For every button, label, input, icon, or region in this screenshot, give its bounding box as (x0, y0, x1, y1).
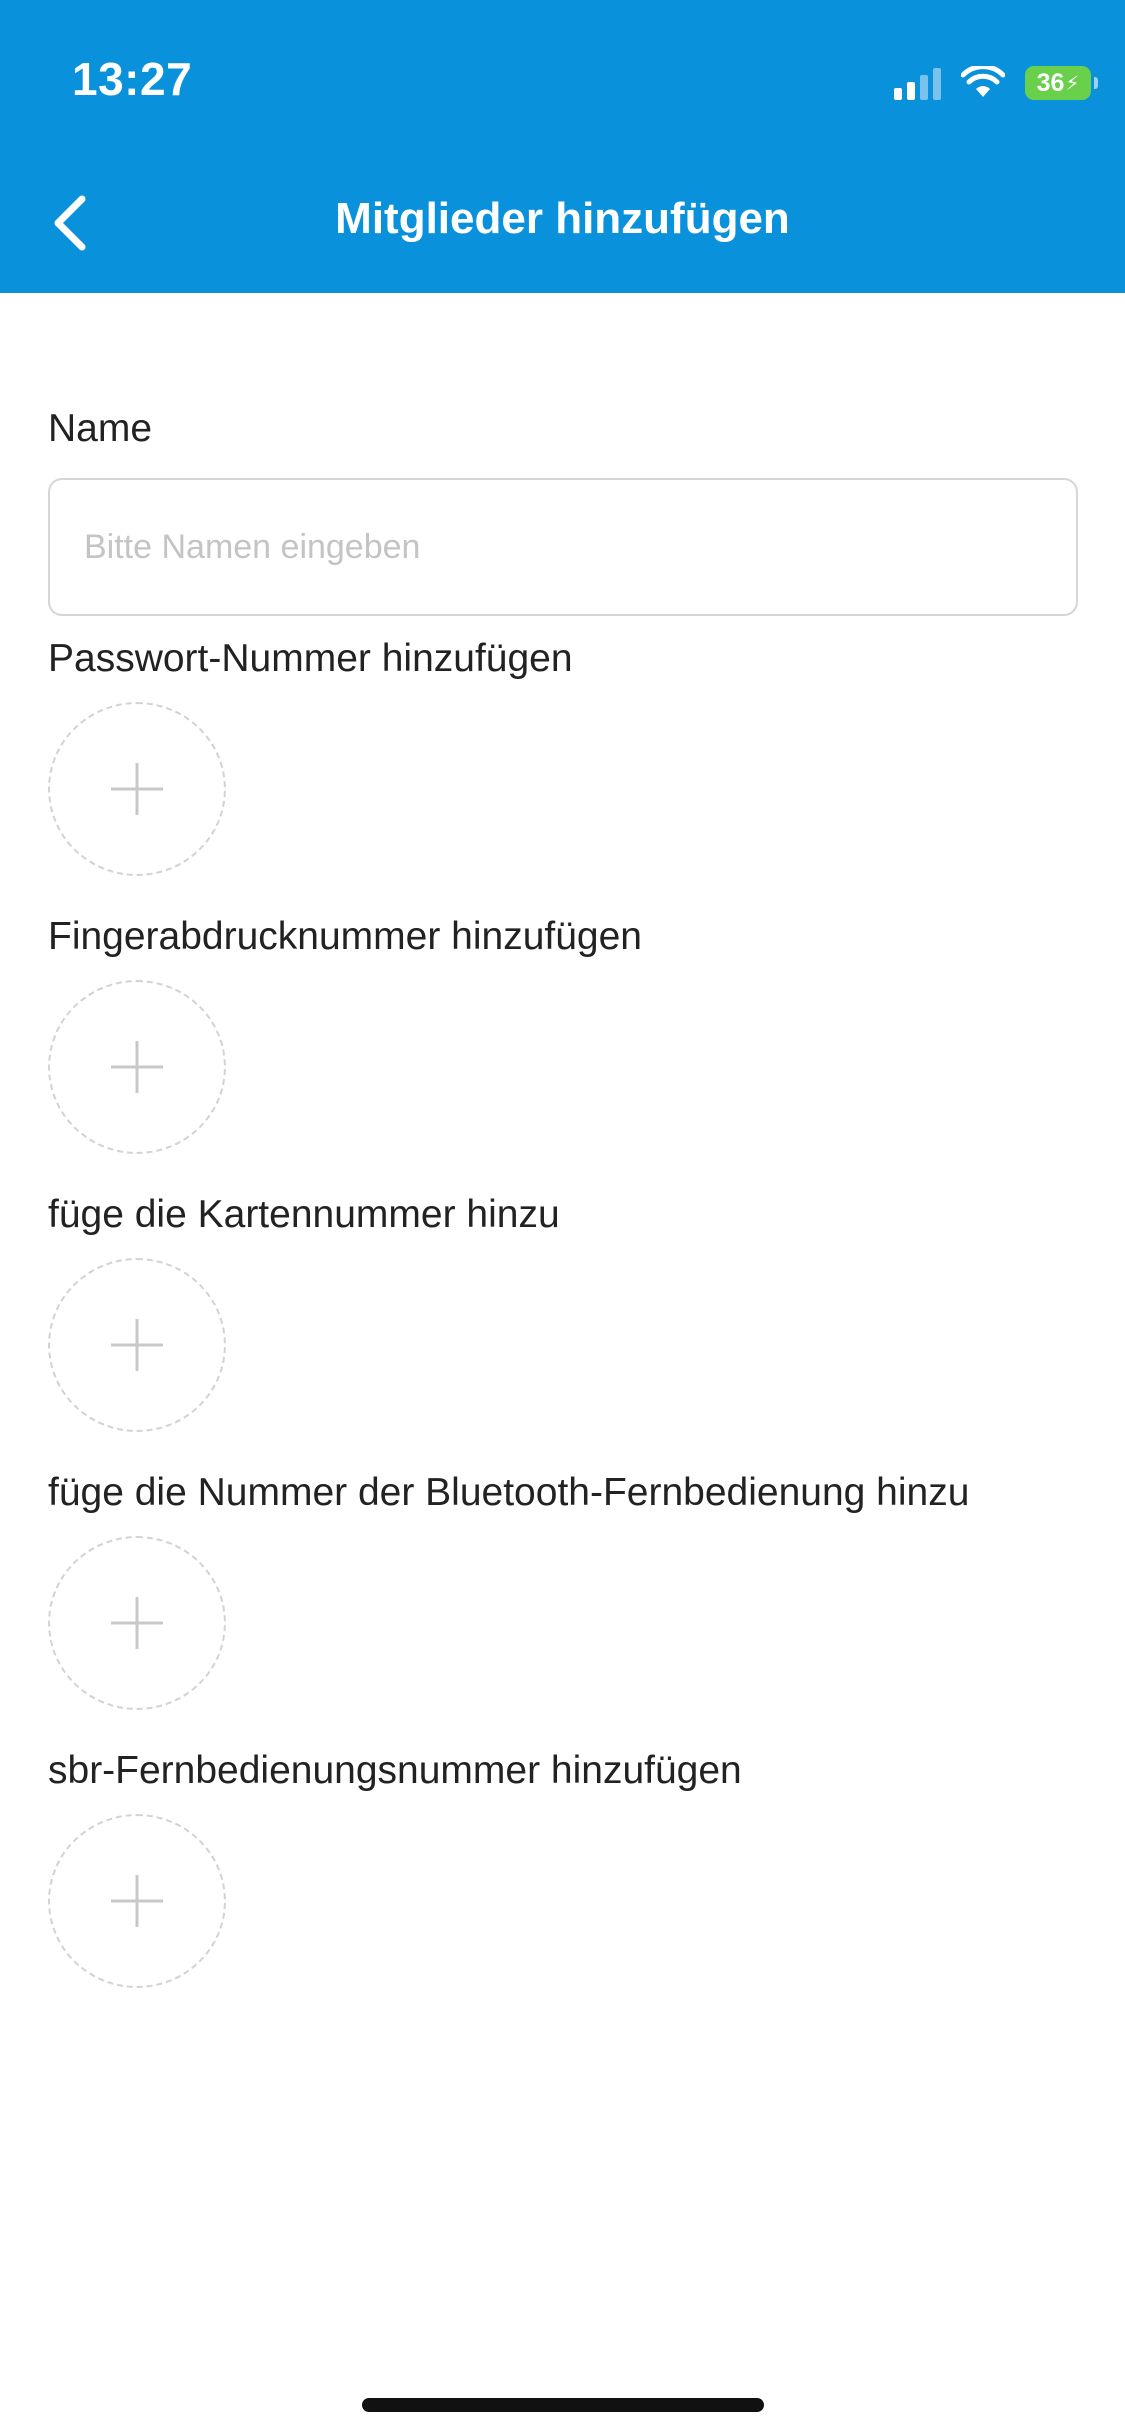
app-header (0, 0, 1125, 293)
home-indicator[interactable] (362, 2398, 764, 2412)
bluetooth-remote-label: füge die Nummer der Bluetooth-Fernbedienung hinzu (48, 1471, 970, 1514)
add-bluetooth-remote-button[interactable] (48, 1536, 226, 1710)
cellular-signal-icon (894, 66, 941, 100)
plus-icon (109, 1039, 165, 1095)
status-time: 13:27 (72, 53, 193, 105)
card-number-label: füge die Kartennummer hinzu (48, 1193, 560, 1236)
add-password-number-button[interactable] (48, 702, 226, 876)
status-icons (894, 60, 1091, 106)
plus-icon (109, 1317, 165, 1373)
card-number-section (48, 1190, 1078, 1432)
name-label: Name (48, 407, 153, 450)
bluetooth-remote-section (48, 1468, 1078, 1710)
fingerprint-number-label: Fingerabdrucknummer hinzufügen (48, 915, 642, 958)
charging-bolt-icon: ⚡ (1065, 72, 1080, 95)
add-sbr-remote-button[interactable] (48, 1814, 226, 1988)
add-fingerprint-number-button[interactable] (48, 980, 226, 1154)
plus-icon (109, 761, 165, 817)
fingerprint-number-section (48, 912, 1078, 1154)
password-number-label: Passwort-Nummer hinzufügen (48, 637, 573, 680)
member-form (48, 404, 1078, 2024)
page-title: Mitglieder hinzufügen (335, 194, 790, 243)
battery-icon (1025, 66, 1091, 100)
name-input[interactable] (48, 478, 1078, 616)
add-card-number-button[interactable] (48, 1258, 226, 1432)
wifi-icon (961, 66, 1005, 100)
plus-icon (109, 1595, 165, 1651)
plus-icon (109, 1873, 165, 1929)
sbr-remote-label: sbr-Fernbedienungsnummer hinzufügen (48, 1749, 742, 1792)
sbr-remote-section (48, 1746, 1078, 1988)
password-number-section (48, 634, 1078, 876)
battery-level: 36 (1036, 68, 1065, 97)
